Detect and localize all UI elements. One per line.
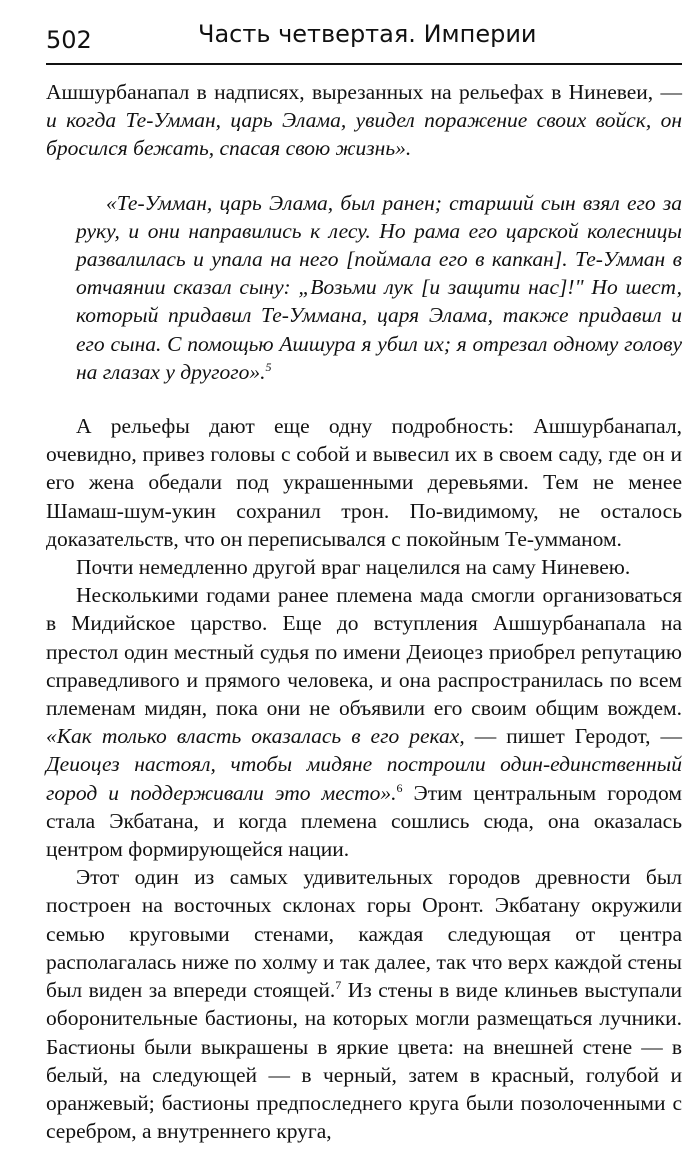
page-content [46,78,682,1145]
footnote-ref-5: 5 [265,359,272,374]
paragraph-4 [46,581,682,863]
page-number: 502 [46,26,92,54]
paragraph-3: Почти немедленно другой враг нацелился на саму Ниневею. [76,555,631,580]
block-quote [76,189,682,386]
running-title: Часть четвертая. Империи [198,20,537,48]
paragraph-5 [46,863,682,1145]
paragraph-2: А рельефы дают еще одну подробность: Ашшурбанапал, очевидно, привез головы с собой и вывесил их в своем саду, где он и его жена обедали под украшенными деревьями. Тем не менее Шамаш-шум-укин сохранил трон. По-видимому, не осталось доказательств, что он переписывался с покойным Те-умманом. [46,414,682,551]
paragraph-5-text-b: Из стены в виде клиньев выступали оборонительные бастионы, на которых могли размещаться лучники. Бастионы были выкрашены в яркие цвета: на внешней стене — в белый, на следующей — в черный, затем в красный, голубой и оранжевый; бастионы предпоследнего круга были позолоченными с серебром, а внутреннего круга, [46,978,683,1144]
paragraph-4-text-a: Несколькими годами ранее племена мада смогли организоваться в Мидийское царство. Еще до вступления Ашшурбанапала на престол один местный судья по имени Деиоцез приобрел репутацию справедливого и прямого человека, и она распространилась по всем племенам мидян, пока они не объявили его своим общим вождем. [46,583,682,721]
paragraph-4-italic-b: Деиоцез настоял, чтобы мидяне построили один-единственный город и поддерживали это место». [46,752,682,805]
block-quote-text: «Те-Умман, царь Элама, был ранен; старший сын взял его за руку, и они направились к лесу. Но рама его царской колесницы развалилась и упала на него [поймала его в капкан]. Те-Умман в отчаянии сказал сыну: „Возьми лук [и защити нас]!" Но шест, который придавил Те-Уммана, царя Элама, также придавил и его сына. С помощью Ашшура я убил их; я отрезал одному голову на глазах у другого». [76,190,682,384]
paragraph-4-text-b: — пишет Геродот, — [464,724,683,749]
footnote-ref-7: 7 [335,977,342,992]
paragraph-1-italic: и когда Те-Умман, царь Элама, увидел поражение своих войск, он бросился бежать, спасая свою жизнь». [46,108,682,161]
paragraph-5-text-a: Этот один из самых удивительных городов древности был построен на восточных склонах горы Оронт. Экбатану окружили семью круговыми стенами, каждая следующая от центра располагалась ниже по холму и так далее, так что верх каждой стены был виден за впереди стоящей. [46,865,682,1003]
paragraph-1 [46,78,682,163]
header-rule [46,63,682,65]
paragraph-4-text-c: Этим центральным городом стала Экбатана, и когда племена сошлись сюда, она оказалась центром формирующейся нации. [46,780,682,862]
paragraph-4-italic-a: «Как только власть оказалась в его реках, [46,724,465,749]
paragraph-1-text: Ашшурбанапал в надписях, вырезанных на рельефах в Ниневеи, — [46,80,682,104]
footnote-ref-6: 6 [396,780,403,795]
